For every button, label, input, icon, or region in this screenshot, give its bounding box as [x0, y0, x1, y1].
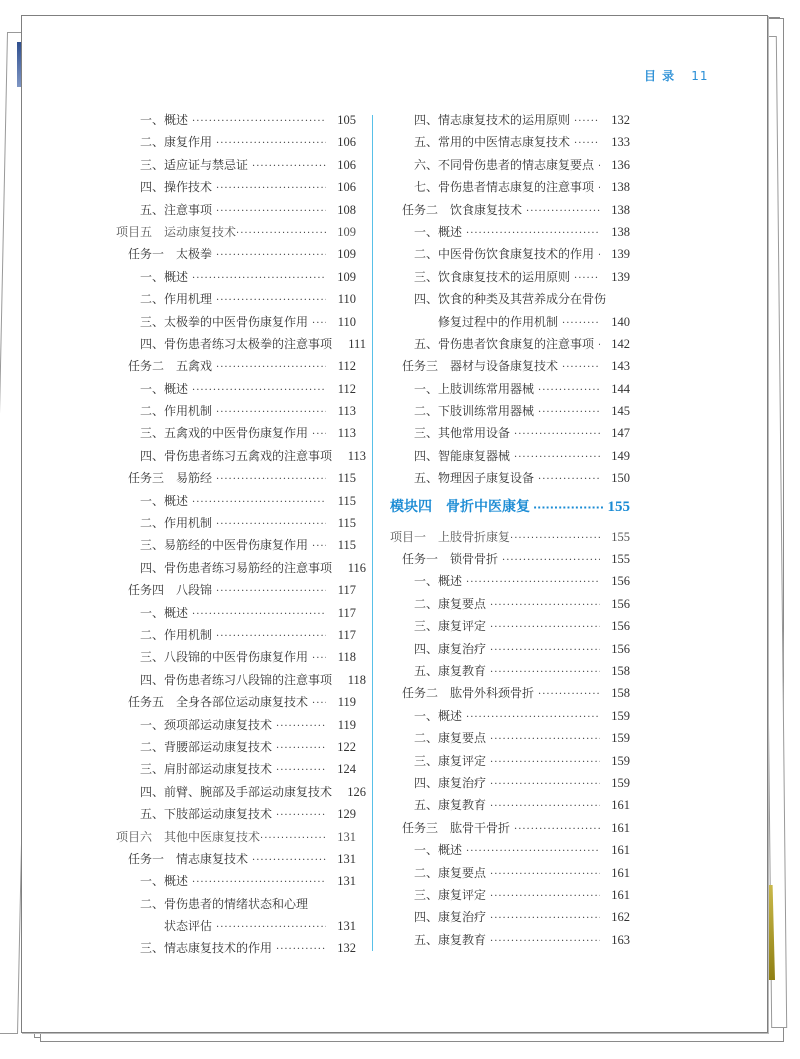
- toc-entry-title: 二、作用机制: [140, 516, 213, 531]
- toc-entry-title: 任务三 易筋经: [128, 471, 213, 486]
- toc-entry-page: 133: [611, 135, 630, 150]
- leader-dots: [252, 161, 326, 172]
- toc-entry[interactable]: [390, 357, 630, 379]
- toc-entry-title: 四、骨伤患者练习易筋经的注意事项: [140, 560, 333, 575]
- toc-entry-page: 119: [337, 695, 356, 710]
- toc-entry[interactable]: [116, 335, 367, 357]
- toc-entry-title: 四、饮食的种类及其营养成分在骨伤: [414, 292, 607, 307]
- toc-entry-page: 110: [337, 292, 356, 307]
- toc-entry[interactable]: [116, 559, 367, 581]
- toc-entry-title: 四、康复治疗: [414, 775, 487, 790]
- toc-entry[interactable]: [116, 380, 356, 402]
- toc-entry[interactable]: [390, 313, 630, 335]
- toc-entry-title: 七、骨伤患者情志康复的注意事项: [414, 180, 595, 195]
- toc-entry[interactable]: [390, 572, 630, 594]
- toc-entry[interactable]: [390, 290, 630, 312]
- toc-entry-page: 158: [611, 686, 630, 701]
- toc-entry-page: 142: [611, 336, 630, 351]
- toc-entry-page: 155: [611, 552, 630, 567]
- toc-entry-title: 任务二 五禽戏: [128, 359, 213, 374]
- toc-entry[interactable]: [116, 447, 367, 469]
- section-title: 目 录: [644, 69, 676, 83]
- column-divider: [372, 115, 373, 951]
- leader-dots: [312, 318, 326, 329]
- toc-entry-title: 任务一 太极拳: [128, 247, 213, 262]
- toc-entry-page: 147: [611, 426, 630, 441]
- toc-entry-title: 任务三 器材与设备康复技术: [402, 359, 559, 374]
- leader-dots: [192, 385, 326, 396]
- toc-entry[interactable]: [390, 223, 630, 245]
- toc-entry[interactable]: [116, 760, 356, 782]
- leader-dots: [216, 138, 326, 149]
- toc-entry-title: 二、康复要点: [414, 596, 487, 611]
- toc-entry[interactable]: [116, 245, 356, 267]
- toc-entry-page: 115: [337, 538, 356, 553]
- toc-entry[interactable]: [390, 841, 630, 863]
- leader-dots: [538, 407, 600, 418]
- toc-entry[interactable]: [116, 223, 356, 245]
- toc-entry-title: 任务一 情志康复技术: [128, 851, 249, 866]
- toc-entry-title: 四、骨伤患者练习五禽戏的注意事项: [140, 448, 333, 463]
- toc-entry-title: 五、康复教育: [414, 663, 487, 678]
- leader-dots: [490, 801, 600, 812]
- toc-entry[interactable]: [116, 469, 356, 491]
- toc-entry[interactable]: [116, 268, 356, 290]
- toc-entry-page: 112: [337, 359, 356, 374]
- toc-entry[interactable]: [390, 617, 630, 639]
- toc-entry-page: 118: [337, 650, 356, 665]
- toc-entry-page: 118: [347, 672, 367, 687]
- toc-entry[interactable]: [116, 133, 356, 155]
- toc-entry[interactable]: [390, 550, 630, 572]
- toc-entry[interactable]: [390, 729, 630, 751]
- toc-entry[interactable]: [116, 290, 356, 312]
- toc-entry[interactable]: [390, 707, 630, 729]
- leader-dots: [490, 667, 600, 678]
- toc-entry-page: 111: [348, 336, 367, 351]
- toc-entry[interactable]: [116, 402, 356, 424]
- toc-entry-page: 161: [611, 865, 630, 880]
- toc-entry-title: 二、作用机制: [140, 627, 213, 642]
- leader-dots: [598, 340, 600, 351]
- toc-entry-page: 155: [611, 529, 630, 544]
- toc-entry-title: 项目五 运动康复技术: [116, 224, 237, 239]
- toc-entry-page: 162: [611, 910, 630, 925]
- toc-entry[interactable]: [116, 917, 356, 939]
- toc-entry[interactable]: [390, 640, 630, 662]
- toc-entry-page: 143: [611, 359, 630, 374]
- toc-entry-title: 一、概述: [140, 113, 189, 127]
- leader-dots: [598, 183, 600, 194]
- toc-entry[interactable]: [116, 536, 356, 558]
- leader-dots: [490, 734, 600, 745]
- toc-entry[interactable]: [116, 156, 356, 178]
- leader-dots: [216, 474, 326, 485]
- leader-dots: [216, 295, 326, 306]
- toc-entry[interactable]: [116, 604, 356, 626]
- leader-dots: [490, 645, 600, 656]
- toc-entry-page: 138: [611, 224, 630, 239]
- toc-entry-page: 109: [337, 269, 356, 284]
- toc-entry[interactable]: [116, 716, 356, 738]
- toc-entry[interactable]: [116, 313, 356, 335]
- toc-entry-title: 二、背腰部运动康复技术: [140, 739, 273, 754]
- toc-entry-page: 140: [611, 314, 630, 329]
- toc-entry[interactable]: [390, 178, 630, 200]
- toc-entry[interactable]: [390, 595, 630, 617]
- toc-entry-title: 任务三 肱骨干骨折: [402, 820, 511, 835]
- leader-dots: [502, 555, 600, 566]
- leader-dots: [574, 273, 600, 284]
- toc-entry-title: 一、概述: [140, 605, 189, 620]
- toc-entry[interactable]: [390, 245, 630, 267]
- toc-entry-title: 五、下肢部运动康复技术: [140, 807, 273, 822]
- leader-dots: [216, 631, 326, 642]
- leader-dots: [216, 206, 326, 217]
- toc-entry[interactable]: [390, 268, 630, 290]
- leader-dots: [276, 743, 326, 754]
- toc-entry[interactable]: [116, 872, 356, 894]
- toc-entry-title: 五、注意事项: [140, 202, 213, 217]
- leader-dots: [598, 161, 600, 172]
- toc-entry-page: 161: [611, 843, 630, 858]
- toc-entry-title: 状态评估: [164, 919, 213, 934]
- toc-entry[interactable]: [116, 939, 356, 961]
- toc-entry-page: 132: [337, 941, 356, 956]
- leader-dots: [312, 698, 326, 709]
- toc-entry-page: 117: [337, 605, 356, 620]
- toc-entry-page: 158: [611, 663, 630, 678]
- toc-entry-page: 126: [347, 784, 367, 799]
- toc-entry-title: 二、作用机制: [140, 404, 213, 419]
- toc-entry[interactable]: [390, 662, 630, 684]
- toc-entry-page: 159: [611, 708, 630, 723]
- toc-entry[interactable]: [390, 335, 630, 357]
- leader-dots: [312, 653, 326, 664]
- toc-entry[interactable]: [116, 671, 367, 693]
- toc-entry[interactable]: [390, 469, 630, 491]
- leader-dots: [514, 429, 600, 440]
- toc-entry-page: 113: [347, 448, 367, 463]
- toc-entry[interactable]: [116, 492, 356, 514]
- leader-dots: [490, 891, 600, 902]
- toc-entry[interactable]: [390, 684, 630, 706]
- leader-dots: [574, 138, 600, 149]
- toc-entry-title: 五、康复教育: [414, 932, 487, 947]
- toc-entry-page: 119: [337, 717, 356, 732]
- toc-entry-title: 一、颈项部运动康复技术: [140, 717, 273, 732]
- toc-entry-page: 149: [611, 448, 630, 463]
- toc-entry[interactable]: [116, 581, 356, 603]
- toc-entry-page: 117: [337, 583, 356, 598]
- toc-entry-title: 五、物理因子康复设备: [414, 471, 535, 486]
- toc-entry[interactable]: [116, 850, 356, 872]
- leader-dots: [216, 586, 326, 597]
- module-heading[interactable]: [390, 496, 630, 530]
- leader-dots: [236, 228, 326, 239]
- toc-entry-title: 二、康复要点: [414, 731, 487, 746]
- toc-entry-page: 139: [611, 247, 630, 262]
- toc-entry-title: 三、情志康复技术的作用: [140, 941, 273, 956]
- toc-entry-page: 129: [337, 807, 356, 822]
- toc-entry[interactable]: [116, 805, 356, 827]
- toc-entry[interactable]: [116, 828, 356, 850]
- toc-entry[interactable]: [390, 156, 630, 178]
- toc-entry-title: 一、概述: [140, 493, 189, 508]
- toc-entry-title: 一、概述: [414, 843, 463, 858]
- leader-dots: [192, 273, 326, 284]
- toc-entry-title: 四、情志康复技术的运用原则: [414, 113, 571, 127]
- toc-entry-title: 任务一 锁骨骨折: [402, 552, 499, 567]
- toc-entry-title: 二、骨伤患者的情绪状态和心理: [140, 896, 309, 911]
- toc-entry-title: 五、康复教育: [414, 798, 487, 813]
- toc-entry[interactable]: [390, 402, 630, 424]
- toc-entry[interactable]: [116, 357, 356, 379]
- leader-dots: [510, 533, 600, 544]
- leader-dots: [466, 846, 600, 857]
- toc-entry-page: 138: [611, 180, 630, 195]
- toc-entry-title: 三、太极拳的中医骨伤康复作用: [140, 314, 309, 329]
- toc-entry-page: 159: [611, 731, 630, 746]
- toc-entry[interactable]: [116, 111, 356, 133]
- toc-entry[interactable]: [116, 738, 356, 760]
- toc-entry-title: 三、其他常用设备: [414, 426, 511, 441]
- toc-entry[interactable]: [390, 752, 630, 774]
- toc-entry-page: 150: [611, 471, 630, 486]
- toc-entry[interactable]: [390, 886, 630, 908]
- toc-entry-title: 四、骨伤患者练习八段锦的注意事项: [140, 672, 333, 687]
- toc-entry-page: 161: [611, 798, 630, 813]
- toc-entry-page: 106: [337, 135, 356, 150]
- toc-entry-title: 修复过程中的作用机制: [438, 314, 559, 329]
- leader-dots: [562, 318, 600, 329]
- toc-entry[interactable]: [390, 528, 630, 550]
- toc-entry-page: 105: [337, 113, 356, 127]
- toc-entry-page: 131: [337, 874, 356, 889]
- leader-dots: [562, 362, 600, 373]
- leader-dots: [276, 944, 326, 955]
- toc-entry[interactable]: [390, 931, 630, 953]
- toc-entry-page: 109: [337, 247, 356, 262]
- leader-dots: [490, 622, 600, 633]
- toc-entry-title: 五、常用的中医情志康复技术: [414, 135, 571, 150]
- toc-entry[interactable]: [116, 783, 367, 805]
- toc-entry-title: 三、适应证与禁忌证: [140, 157, 249, 172]
- toc-entry-page: 115: [337, 516, 356, 531]
- leader-dots: [538, 474, 600, 485]
- toc-entry[interactable]: [116, 648, 356, 670]
- toc-entry-page: 108: [337, 202, 356, 217]
- toc-entry[interactable]: [390, 774, 630, 796]
- toc-entry-title: 任务四 八段锦: [128, 583, 213, 598]
- toc-entry-title: 任务二 饮食康复技术: [402, 202, 523, 217]
- toc-entry-title: 三、肩肘部运动康复技术: [140, 762, 273, 777]
- toc-entry-page: 131: [337, 919, 356, 934]
- leader-dots: [312, 429, 326, 440]
- toc-entry-page: 113: [337, 404, 356, 419]
- toc-entry-title: 一、概述: [414, 574, 463, 589]
- leader-dots: [276, 765, 326, 776]
- toc-entry-title: 五、骨伤患者饮食康复的注意事项: [414, 336, 595, 351]
- toc-entry-title: 任务五 全身各部位运动康复技术: [128, 695, 309, 710]
- leader-dots: [514, 824, 600, 835]
- leader-dots: [216, 250, 326, 261]
- toc-entry-page: 163: [611, 932, 630, 947]
- toc-entry-title: 六、不同骨伤患者的情志康复要点: [414, 157, 595, 172]
- leader-dots: [216, 407, 326, 418]
- leader-dots: [490, 779, 600, 790]
- leader-dots: [192, 609, 326, 620]
- toc-entry-title: 任务二 肱骨外科颈骨折: [402, 686, 535, 701]
- toc-entry-page: 112: [337, 381, 356, 396]
- toc-entry-title: 四、骨伤患者练习太极拳的注意事项: [140, 336, 333, 351]
- leader-dots: [533, 501, 605, 514]
- toc-entry-page: 156: [611, 619, 630, 634]
- toc-entry-title: 四、康复治疗: [414, 641, 487, 656]
- leader-dots: [260, 833, 326, 844]
- toc-entry-title: 项目一 上肢骨折康复: [390, 529, 511, 544]
- leader-dots: [514, 452, 600, 463]
- toc-entry-page: 106: [337, 180, 356, 195]
- toc-entry[interactable]: [116, 626, 356, 648]
- toc-entry[interactable]: [390, 111, 630, 133]
- toc-entry-title: 二、康复要点: [414, 865, 487, 880]
- toc-entry-title: 四、智能康复器械: [414, 448, 511, 463]
- toc-entry[interactable]: [116, 201, 356, 223]
- leader-dots: [466, 577, 600, 588]
- toc-entry-page: 122: [337, 739, 356, 754]
- leader-dots: [192, 877, 326, 888]
- toc-entry-title: 一、概述: [140, 381, 189, 396]
- toc-entry-title: 一、概述: [140, 874, 189, 889]
- toc-entry-page: 117: [337, 627, 356, 642]
- toc-left-column: [116, 111, 367, 962]
- leader-dots: [490, 936, 600, 947]
- toc-entry-title: 项目六 其他中医康复技术: [116, 829, 261, 844]
- toc-entry-page: 156: [611, 574, 630, 589]
- toc-entry-title: 一、概述: [414, 224, 463, 239]
- leader-dots: [490, 600, 600, 611]
- toc-entry-page: 132: [611, 113, 630, 127]
- leader-dots: [216, 519, 326, 530]
- leader-dots: [312, 541, 326, 552]
- toc-entry-page: 161: [611, 887, 630, 902]
- leader-dots: [574, 116, 600, 127]
- toc-entry-title: 一、上肢训练常用器械: [414, 381, 535, 396]
- leader-dots: [490, 913, 600, 924]
- toc-entry-title: 一、概述: [414, 708, 463, 723]
- toc-entry[interactable]: [116, 693, 356, 715]
- toc-entry-title: 四、前臂、腕部及手部运动康复技术: [140, 784, 333, 799]
- toc-entry[interactable]: [390, 380, 630, 402]
- toc-entry[interactable]: [390, 819, 630, 841]
- toc-entry-page: 138: [611, 202, 630, 217]
- leader-dots: [216, 183, 326, 194]
- toc-entry[interactable]: [390, 201, 630, 223]
- toc-entry-title: 四、操作技术: [140, 180, 213, 195]
- toc-entry[interactable]: [390, 864, 630, 886]
- toc-entry[interactable]: [116, 514, 356, 536]
- toc-entry-page: 131: [337, 851, 356, 866]
- toc-entry[interactable]: [116, 424, 356, 446]
- toc-entry[interactable]: [390, 447, 630, 469]
- leader-dots: [192, 497, 326, 508]
- toc-entry-page: 113: [337, 426, 356, 441]
- leader-dots: [276, 721, 326, 732]
- leader-dots: [252, 855, 326, 866]
- leader-dots: [216, 362, 326, 373]
- leader-dots: [216, 922, 326, 933]
- toc-entry-page: 115: [337, 471, 356, 486]
- toc-entry-page: 106: [337, 157, 356, 172]
- toc-entry-page: 144: [611, 381, 630, 396]
- toc-entry[interactable]: [116, 895, 356, 917]
- toc-entry-title: 三、饮食康复技术的运用原则: [414, 269, 571, 284]
- leader-dots: [490, 757, 600, 768]
- toc-entry-page: 161: [611, 820, 630, 835]
- page-number: 11: [691, 69, 709, 83]
- toc-entry-page: 156: [611, 641, 630, 656]
- leader-dots: [598, 250, 600, 261]
- leader-dots: [466, 228, 600, 239]
- leader-dots: [192, 116, 326, 127]
- toc-entry-title: 三、康复评定: [414, 753, 487, 768]
- toc-entry-title: 三、八段锦的中医骨伤康复作用: [140, 650, 309, 665]
- leader-dots: [466, 712, 600, 723]
- toc-entry-title: 二、下肢训练常用器械: [414, 404, 535, 419]
- toc-entry-title: 三、易筋经的中医骨伤康复作用: [140, 538, 309, 553]
- leader-dots: [490, 869, 600, 880]
- module-page: 155: [607, 498, 630, 515]
- toc-entry-page: 115: [337, 493, 356, 508]
- toc-entry-title: 三、康复评定: [414, 887, 487, 902]
- toc-entry-page: 109: [337, 224, 356, 239]
- toc-entry-page: 116: [347, 560, 367, 575]
- toc-entry-page: 159: [611, 775, 630, 790]
- toc-entry-title: 四、康复治疗: [414, 910, 487, 925]
- leader-dots: [526, 206, 600, 217]
- toc-entry-page: 131: [337, 829, 356, 844]
- toc-entry-page: 159: [611, 753, 630, 768]
- toc-entry-title: 二、康复作用: [140, 135, 213, 150]
- toc-entry-page: 145: [611, 404, 630, 419]
- toc-entry-page: 156: [611, 596, 630, 611]
- leader-dots: [276, 810, 326, 821]
- toc-entry-title: 二、作用机理: [140, 292, 213, 307]
- toc-entry-page: 139: [611, 269, 630, 284]
- toc-entry[interactable]: [390, 908, 630, 930]
- toc-entry-title: 三、五禽戏的中医骨伤康复作用: [140, 426, 309, 441]
- toc-entry[interactable]: [390, 133, 630, 155]
- toc-entry-page: 136: [611, 157, 630, 172]
- page-header: [644, 67, 708, 84]
- toc-entry[interactable]: [116, 178, 356, 200]
- toc-right-column: [390, 111, 630, 953]
- toc-entry-title: 二、中医骨伤饮食康复技术的作用: [414, 247, 595, 262]
- toc-entry-page: 124: [337, 762, 356, 777]
- toc-entry-title: 三、康复评定: [414, 619, 487, 634]
- toc-entry-page: 110: [337, 314, 356, 329]
- toc-entry[interactable]: [390, 796, 630, 818]
- toc-entry-title: 一、概述: [140, 269, 189, 284]
- module-title: 模块四 骨折中医康复: [390, 498, 530, 515]
- toc-entry[interactable]: [390, 424, 630, 446]
- leader-dots: [538, 385, 600, 396]
- leader-dots: [538, 689, 600, 700]
